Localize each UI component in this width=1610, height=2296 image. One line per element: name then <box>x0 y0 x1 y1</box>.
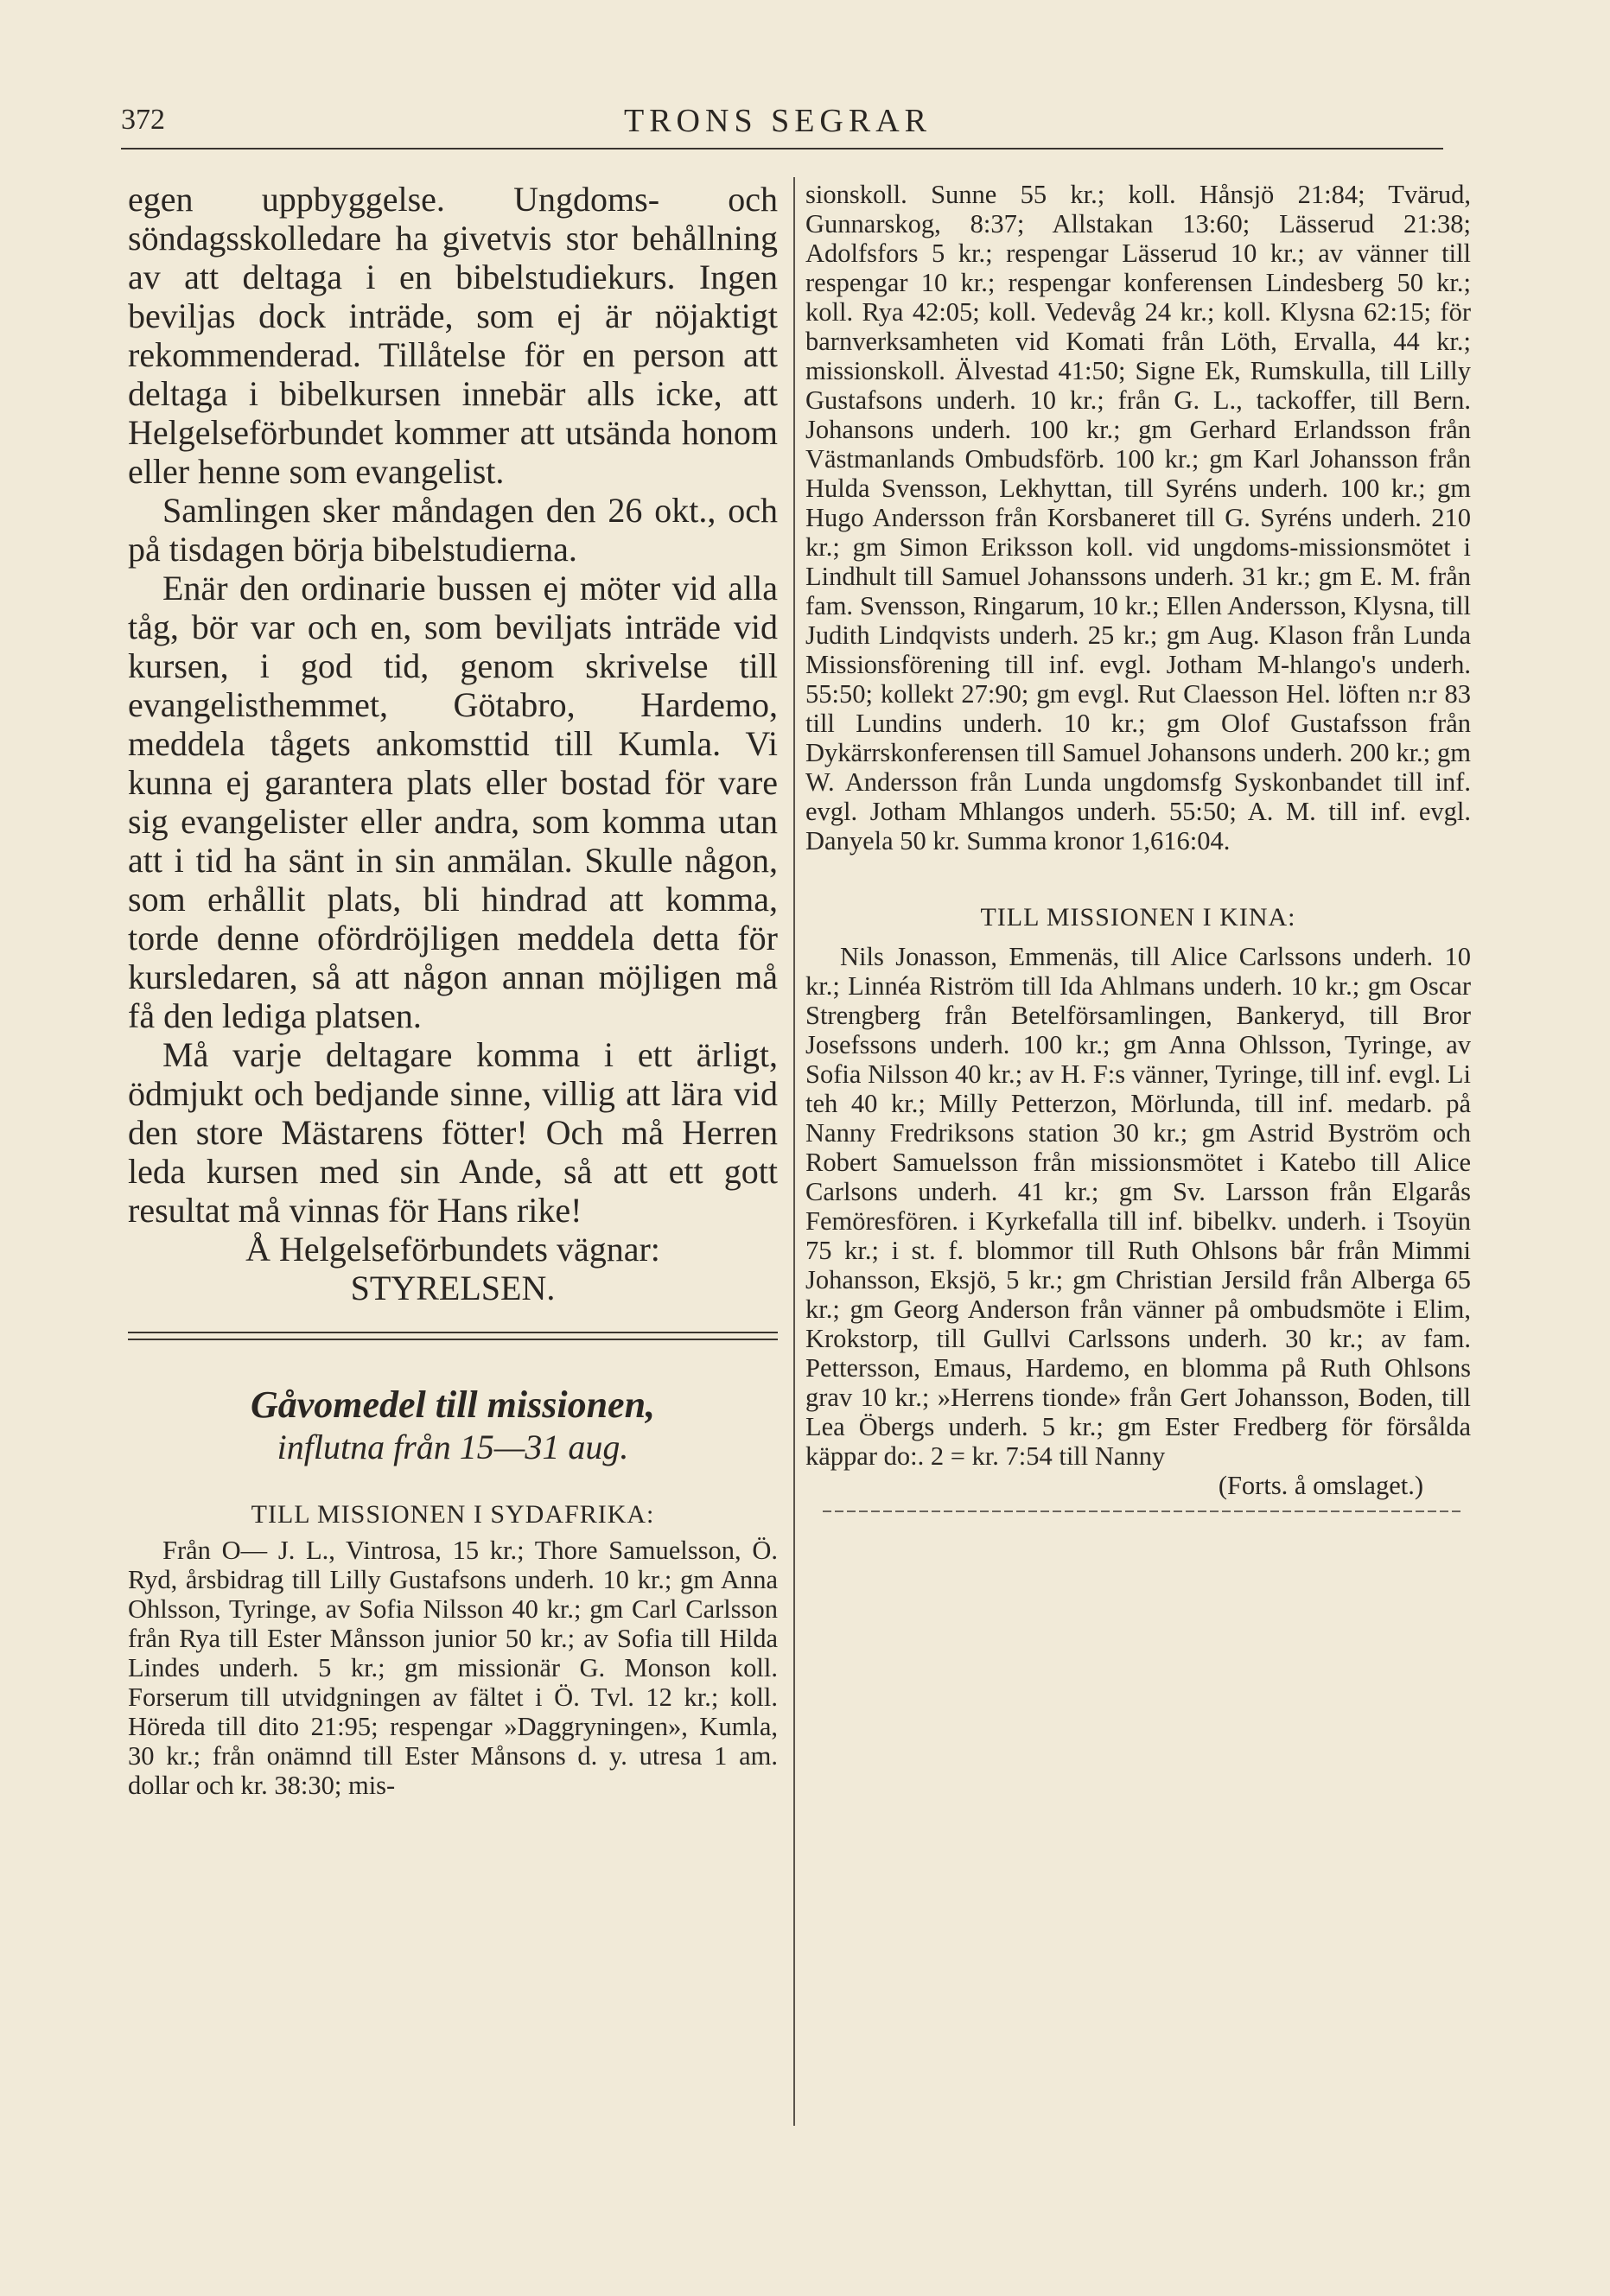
running-title: TRONS SEGRAR <box>624 103 932 139</box>
kina-list <box>805 942 1471 1500</box>
bottom-rule <box>823 1511 1462 1512</box>
article-body <box>128 180 778 1307</box>
header-rule <box>121 148 1443 149</box>
signature-line: Å Helgelseförbundets vägnar: <box>245 1230 660 1269</box>
sydafrika-text: Från O— J. L., Vintrosa, 15 kr.; Thore Samuelsson, Ö. Ryd, årsbidrag till Lilly Gustafsons underh. 10 kr.; gm Anna Ohlsson, Tyringe, av Sofia Nilsson 40 kr.; gm Carl Carlsson från Rya till Ester Månsson junior 50 kr.; av Sofia till Hilda Lindes underh. 5 kr.; gm missionär G. Monson koll. Forserum till utvidgningen av fältet i Ö. Tvl. 12 kr.; koll. Höreda till dito 21:95; respengar »Daggryningen», Kumla, 30 kr.; från onämnd till Ester Månsons d. y. utresa 1 am. dollar och kr. 38:30; mis- <box>128 1536 778 1800</box>
paragraph-4: Må varje deltagare komma i ett ärligt, ödmjukt och bedjande sinne, villig att lära vid den store Mästarens fötter! Och må Herren leda kursen med sin Ande, så att ett gott resultat må vinnas för Hans rike! <box>128 1035 778 1230</box>
page-header <box>112 97 1443 145</box>
paragraph-3: Enär den ordinarie bussen ej möter vid alla tåg, bör var och en, som beviljats inträde vid kursen, i god tid, genom skrivelse till evangelisthemmet, Götabro, Hardemo, meddela tågets ankomsttid till Kumla. Vi kunna ej garantera plats eller bostad för vare sig evangelister eller andra, som komma utan att i tid ha sänt in sin anmälan. Skulle någon, som erhållit plats, bli hindrad att komma, torde denne ofördröjligen meddela detta för kursledaren, så att någon annan möjligen må få den lediga platsen. <box>128 569 778 1035</box>
paragraph-1: egen uppbyggelse. Ungdoms- och söndagsskolledare ha givetvis stor behållning av att deltaga i en bibelstudiekurs. Ingen beviljas dock inträde, som ej är nöjaktigt rekommenderad. Tillåtelse för en person att deltaga i bibelkursen innebär alls icke, att Helgelseförbundet kommer att utsända honom eller henne som evangelist. <box>128 180 778 491</box>
sydafrika-list <box>128 1536 778 1800</box>
column-divider <box>793 177 795 2126</box>
sydafrika-continued: sionskoll. Sunne 55 kr.; koll. Hånsjö 21:84; Tvärud, Gunnarskog, 8:37; Allstakan 13:60; Lässerud 21:38; Adolfsfors 5 kr.; respengar Lässerud 10 kr.; av vänner till respengar 10 kr.; respengar konferensen Lindesberg 50 kr.; koll. Rya 42:05; koll. Vedevåg 24 kr.; koll. Klysna 62:15; för barnverksamheten vid Komati från Löth, Ervalla, 44 kr.; missionskoll. Älvestad 41:50; Signe Ek, Rumskulla, till Lilly Gustafsons underh. 10 kr.; från G. L., tackoffer, till Bern. Johansons underh. 100 kr.; gm Gerhard Erlandsson från Västmanlands Ombudsförb. 100 kr.; gm Karl Johansson från Hulda Svensson, Lekhyttan, till Syréns underh. 100 kr.; gm Hugo Andersson från Korsbaneret till G. Syréns underh. 210 kr.; gm Simon Eriksson koll. vid ungdoms-missionsmötet i Lindhult till Samuel Johanssons underh. 31 kr.; gm E. M. från fam. Svensson, Ringarum, 10 kr.; Ellen Andersson, Klysna, till Judith Lindqvists underh. 25 kr.; gm Aug. Klason från Lunda Missionsförening till inf. evgl. Jotham M-hlango's underh. 55:50; kollekt 27:90; gm evgl. Rut Claesson Hel. löften n:r 83 till Lundins underh. 10 kr.; gm Olof Gustafsson från Dykärrskonferensen till Samuel Johansons underh. 200 kr.; gm W. Andersson från Lunda ungdomsfg Syskonbandet till inf. evgl. Jotham Mhlangos underh. 55:50; A. M. till inf. evgl. Danyela 50 kr. Summa kronor 1,616:04. <box>805 180 1471 855</box>
section-rule <box>128 1332 778 1340</box>
gifts-subtitle: influtna från 15—31 aug. <box>277 1428 629 1466</box>
page-number: 372 <box>121 104 165 136</box>
sydafrika-continued-block <box>805 180 1471 855</box>
kina-heading: TILL MISSIONEN I KINA: <box>980 903 1296 932</box>
left-column <box>128 180 778 1800</box>
gifts-title: Gåvomedel till missionen, <box>250 1383 656 1426</box>
right-column <box>805 180 1471 1512</box>
kina-text: Nils Jonasson, Emmenäs, till Alice Carlssons underh. 10 kr.; Linnéa Riström till Ida Ahlmans underh. 10 kr.; gm Oscar Strengberg från Betelförsamlingen, Bankeryd, till Bror Josefssons underh. 100 kr.; gm Anna Ohlsson, Tyringe, av Sofia Nilsson 40 kr.; av H. F:s vänner, Tyringe, till inf. evgl. Li teh 40 kr.; Milly Petterzon, Mörlunda, till inf. medarb. på Nanny Fredriksons station 30 kr.; gm Astrid Byström och Robert Samuelsson från missionsmötet i Katebo till Alice Carlsons underh. 41 kr.; gm Sv. Larsson från Elgarås Femöresfören. i Kyrkefalla till inf. bibelkv. underh. i Tsoyün 75 kr.; i st. f. blommor till Ruth Ohlsons bår från Mimmi Johansson, Eksjö, 5 kr.; gm Christian Jersild från Alberga 65 kr.; gm Georg Anderson från vänner på ombudsmöte i Elim, Krokstorp, till Gullvi Carlssons underh. 30 kr.; av fam. Pettersson, Emaus, Hardemo, en blomma på Ruth Ohlsons grav 10 kr.; »Herrens tionde» från Gert Johansson, Boden, till Lea Öbergs underh. 5 kr.; gm Ester Fredberg för försålda käppar do:. 2 = kr. 7:54 till Nanny <box>805 942 1471 1471</box>
sydafrika-heading: TILL MISSIONEN I SYDAFRIKA: <box>251 1500 655 1529</box>
continued-note: (Forts. å omslaget.) <box>1218 1471 1423 1500</box>
signature-name: STYRELSEN. <box>350 1269 556 1307</box>
paragraph-2: Samlingen sker måndagen den 26 okt., och på tisdagen börja bibelstudierna. <box>128 491 778 569</box>
